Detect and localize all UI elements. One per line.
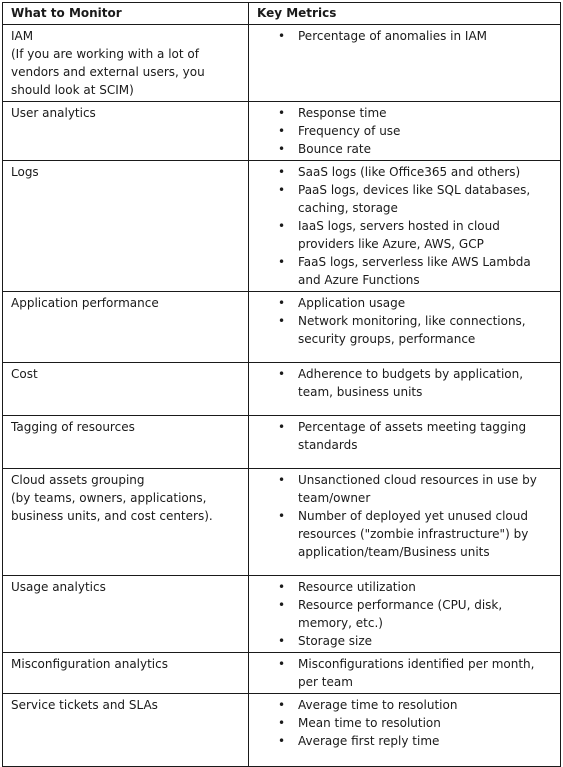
table-row	[3, 102, 561, 161]
monitor-cell: Cost	[3, 363, 249, 416]
bullet-icon: •	[278, 420, 286, 434]
list-item	[257, 294, 552, 312]
bullet-icon: •	[278, 314, 286, 328]
bullet-icon: •	[278, 124, 286, 138]
header-what-to-monitor: What to Monitor	[3, 3, 249, 25]
list-item	[257, 732, 552, 750]
monitor-cell: User analytics	[3, 102, 249, 161]
metrics-list	[257, 27, 552, 45]
table-row	[3, 25, 561, 102]
metrics-list	[257, 104, 552, 158]
list-item	[257, 578, 552, 596]
bullet-icon: •	[278, 367, 286, 381]
metric-text: Resource performance (CPU, disk, memory, etc.)	[298, 598, 503, 630]
bullet-icon: •	[278, 580, 286, 594]
metrics-list	[257, 365, 552, 401]
list-item	[257, 696, 552, 714]
monitor-cell: Misconfiguration analytics	[3, 653, 249, 694]
metric-text: FaaS logs, serverless like AWS Lambda and Azure Functions	[298, 255, 531, 287]
metrics-cell	[249, 469, 561, 576]
list-item	[257, 596, 552, 632]
bullet-icon: •	[278, 219, 286, 233]
metrics-cell	[249, 653, 561, 694]
metric-text: Percentage of anomalies in IAM	[298, 29, 488, 43]
list-item	[257, 140, 552, 158]
metrics-list	[257, 163, 552, 289]
metrics-list	[257, 578, 552, 650]
bullet-icon: •	[278, 716, 286, 730]
table-row	[3, 363, 561, 416]
metric-text: PaaS logs, devices like SQL databases, caching, storage	[298, 183, 531, 215]
list-item	[257, 471, 552, 507]
metrics-cell	[249, 161, 561, 292]
list-item	[257, 312, 552, 348]
bullet-icon: •	[278, 142, 286, 156]
table-row	[3, 292, 561, 363]
bullet-icon: •	[278, 598, 286, 612]
bullet-icon: •	[278, 106, 286, 120]
bullet-icon: •	[278, 296, 286, 310]
metric-text: Resource utilization	[298, 580, 416, 594]
bullet-icon: •	[278, 473, 286, 487]
list-item	[257, 365, 552, 401]
metric-text: Network monitoring, like connections, security groups, performance	[298, 314, 526, 346]
bullet-icon: •	[278, 165, 286, 179]
metric-text: Average time to resolution	[298, 698, 458, 712]
list-item	[257, 418, 552, 454]
bullet-icon: •	[278, 183, 286, 197]
metric-text: Misconfigurations identified per month, per team	[298, 657, 535, 689]
metric-text: Mean time to resolution	[298, 716, 441, 730]
metric-text: SaaS logs (like Office365 and others)	[298, 165, 521, 179]
metric-text: Unsanctioned cloud resources in use by team/owner	[298, 473, 537, 505]
bullet-icon: •	[278, 698, 286, 712]
metric-text: IaaS logs, servers hosted in cloud providers like Azure, AWS, GCP	[298, 219, 500, 251]
metrics-cell	[249, 292, 561, 363]
metric-text: Storage size	[298, 634, 373, 648]
bullet-icon: •	[278, 509, 286, 523]
metrics-cell	[249, 25, 561, 102]
monitor-cell: Logs	[3, 161, 249, 292]
metric-text: Application usage	[298, 296, 406, 310]
metrics-cell	[249, 102, 561, 161]
document-page	[2, 2, 561, 767]
monitoring-table	[2, 2, 561, 767]
list-item	[257, 104, 552, 122]
list-item	[257, 655, 552, 691]
monitor-cell: Usage analytics	[3, 576, 249, 653]
metrics-cell	[249, 416, 561, 469]
metrics-list	[257, 471, 552, 561]
metrics-list	[257, 655, 552, 691]
table-row	[3, 653, 561, 694]
header-key-metrics: Key Metrics	[249, 3, 561, 25]
monitor-cell: IAM (If you are working with a lot of vendors and external users, you should look at SCIM)	[3, 25, 249, 102]
table-row	[3, 576, 561, 653]
metrics-cell	[249, 576, 561, 653]
metric-text: Number of deployed yet unused cloud resources ("zombie infrastructure") by application/team/Business units	[298, 509, 529, 559]
metrics-cell	[249, 363, 561, 416]
metrics-list	[257, 418, 552, 454]
list-item	[257, 217, 552, 253]
list-item	[257, 163, 552, 181]
metric-text: Average first reply time	[298, 734, 440, 748]
table-row	[3, 416, 561, 469]
bullet-icon: •	[278, 634, 286, 648]
bullet-icon: •	[278, 29, 286, 43]
table-row	[3, 161, 561, 292]
list-item	[257, 253, 552, 289]
metrics-list	[257, 294, 552, 348]
monitor-cell: Tagging of resources	[3, 416, 249, 469]
list-item	[257, 632, 552, 650]
table-body	[3, 25, 561, 767]
metric-text: Percentage of assets meeting tagging standards	[298, 420, 527, 452]
list-item	[257, 507, 552, 561]
monitor-cell: Cloud assets grouping (by teams, owners, applications, business units, and cost centers).	[3, 469, 249, 576]
table-row	[3, 469, 561, 576]
table-header-row	[3, 3, 561, 25]
list-item	[257, 714, 552, 732]
bullet-icon: •	[278, 255, 286, 269]
list-item	[257, 122, 552, 140]
list-item	[257, 181, 552, 217]
monitor-cell: Application performance	[3, 292, 249, 363]
bullet-icon: •	[278, 734, 286, 748]
monitor-cell: Service tickets and SLAs	[3, 694, 249, 767]
metrics-list	[257, 696, 552, 750]
metric-text: Frequency of use	[298, 124, 401, 138]
metric-text: Bounce rate	[298, 142, 371, 156]
bullet-icon: •	[278, 657, 286, 671]
metrics-cell	[249, 694, 561, 767]
metric-text: Adherence to budgets by application, team, business units	[298, 367, 524, 399]
metric-text: Response time	[298, 106, 387, 120]
table-row	[3, 694, 561, 767]
list-item	[257, 27, 552, 45]
